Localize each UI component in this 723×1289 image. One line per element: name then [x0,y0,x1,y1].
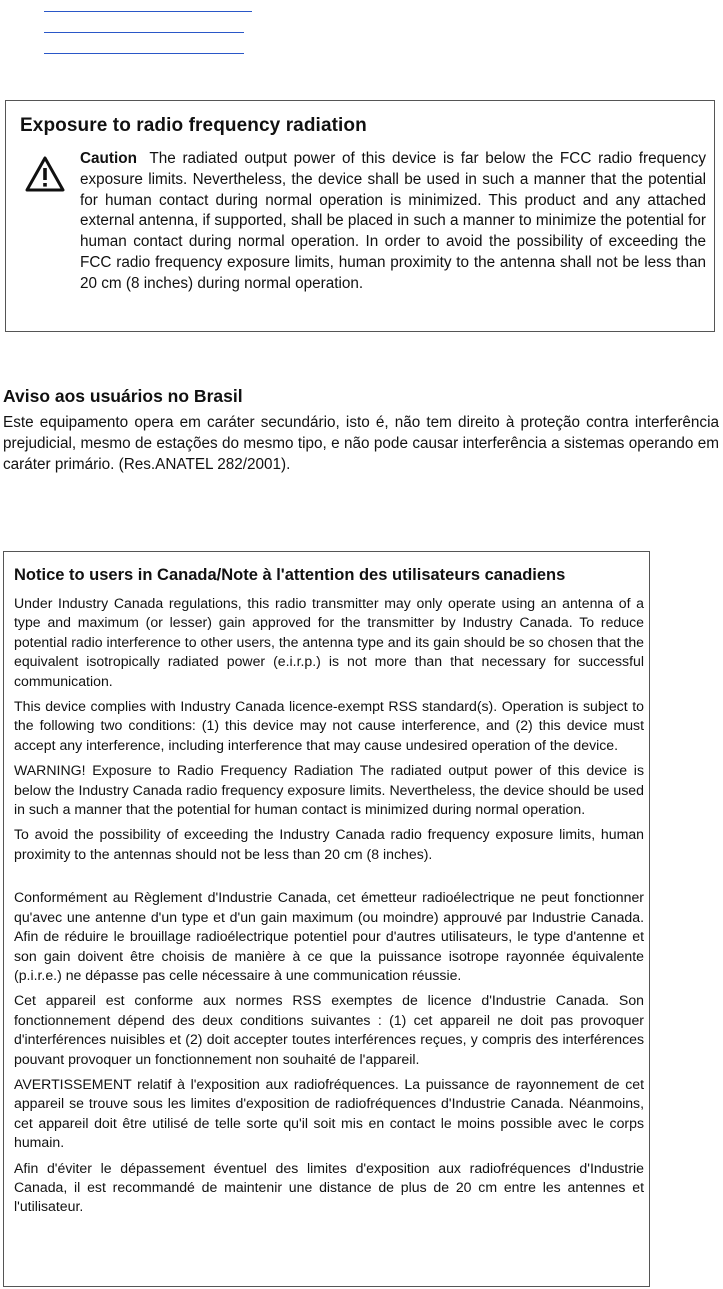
top-link-3[interactable] [44,52,244,54]
brasil-notice [3,386,719,475]
canada-notice-box [3,551,650,1287]
canada-en-paragraph: WARNING! Exposure to Radio Frequency Radiation The radiated output power of this device is below the Industry Canada radio frequency exposure limits. Nevertheless, the device should be used in such a manner that the potential for human contact is minimized during normal operation. [14,762,644,818]
canada-en-paragraph: To avoid the possibility of exceeding the Industry Canada radio frequency exposure limits, human proximity to the antennas should not be less than 20 cm (8 inches). [14,826,644,862]
canada-en-paragraph: Under Industry Canada regulations, this radio transmitter may only operate using an antenna of a type and maximum (or lesser) gain approved for the transmitter by Industry Canada. To reduce potential radio interference to other users, the antenna type and its gain should be so chosen that the equivalent isotropically radiated power (e.i.r.p.) is not more than that necessary for successful communication. [14,595,644,689]
top-link-2[interactable] [44,31,244,33]
caution-label: Caution [80,150,137,167]
canada-fr-paragraph: Cet appareil est conforme aux normes RSS exemptes de licence d'Industrie Canada. Son fonctionnement dépend des deux conditions suivantes : (1) cet appareil ne doit pas provoquer d'interférences nuisibles et (2) doit accepter toutes interférences reçues, y compris des interférences pouvant provoquer un fonctionnement non souhaité de l'appareil. [14,992,644,1067]
canada-en-paragraph: This device complies with Industry Canada licence-exempt RSS standard(s). Operation is subject to the following two conditions: (1) this device may not cause interference, and (2) this device must accept any interference, including interference that may cause undesired operation of the device. [14,698,644,753]
canada-fr-paragraph: AVERTISSEMENT relatif à l'exposition aux radiofréquences. La puissance de rayonnement de cet appareil se trouve sous les limites d'exposition de radiofréquences d'Industrie Canada. Néanmoins, cet appareil doit être utilisé de telle sorte qu'il soit mis en contact le moins possible avec le corps humain. [14,1075,644,1151]
brasil-title: Aviso aos usuários no Brasil [3,386,243,406]
fcc-exposure-box [5,100,715,332]
canada-fr-paragraph: Afin d'éviter le dépassement éventuel des limites d'exposition aux radiofréquences d'Industrie Canada, il est recommandé de maintenir une distance de plus de 20 cm entre les antennes et l'utilisateur. [14,1159,644,1215]
canada-body [14,594,644,1223]
top-link-1[interactable] [44,10,252,12]
fcc-caution-text [80,149,706,295]
warning-icon [25,156,65,192]
caution-body: The radiated output power of this device is far below the FCC radio frequency exposure limits. Nevertheless, the device shall be used in such a manner that the potential for human contact during normal operation is minimized. This product and any attached external antenna, if supported, shall be placed in such a manner to minimize the potential for human contact during normal operation. In order to avoid the possibility of exceeding the FCC radio frequency exposure limits, human proximity to the antenna shall not be less than 20 cm (8 inches) during normal operation. [80,150,706,292]
canada-title: Notice to users in Canada/Note à l'attention des utilisateurs canadiens [14,566,566,584]
fcc-title: Exposure to radio frequency radiation [20,115,367,136]
canada-fr-paragraph: Conformément au Règlement d'Industrie Canada, cet émetteur radioélectrique ne peut fonctionner qu'avec une antenne d'un type et d'un gain maximum (ou moindre) approuvé par Industrie Canada. Afin de réduire le brouillage radioélectrique potentiel pour d'autres utilisateurs, le type d'antenne et son gain doivent être choisis de manière à ce que la puissance isotrope rayonnée équivalente (p.i.r.e.) ne dépasse pas celle nécessaire à une communication réussie. [14,889,644,983]
brasil-text: Este equipamento opera em caráter secundário, isto é, não tem direito à proteção contra interferência prejudicial, mesmo de estações do mesmo tipo, e não pode causar interferência a sistemas operando em caráter primário. (Res.ANATEL 282/2001). [3,414,719,473]
top-links [44,0,252,73]
